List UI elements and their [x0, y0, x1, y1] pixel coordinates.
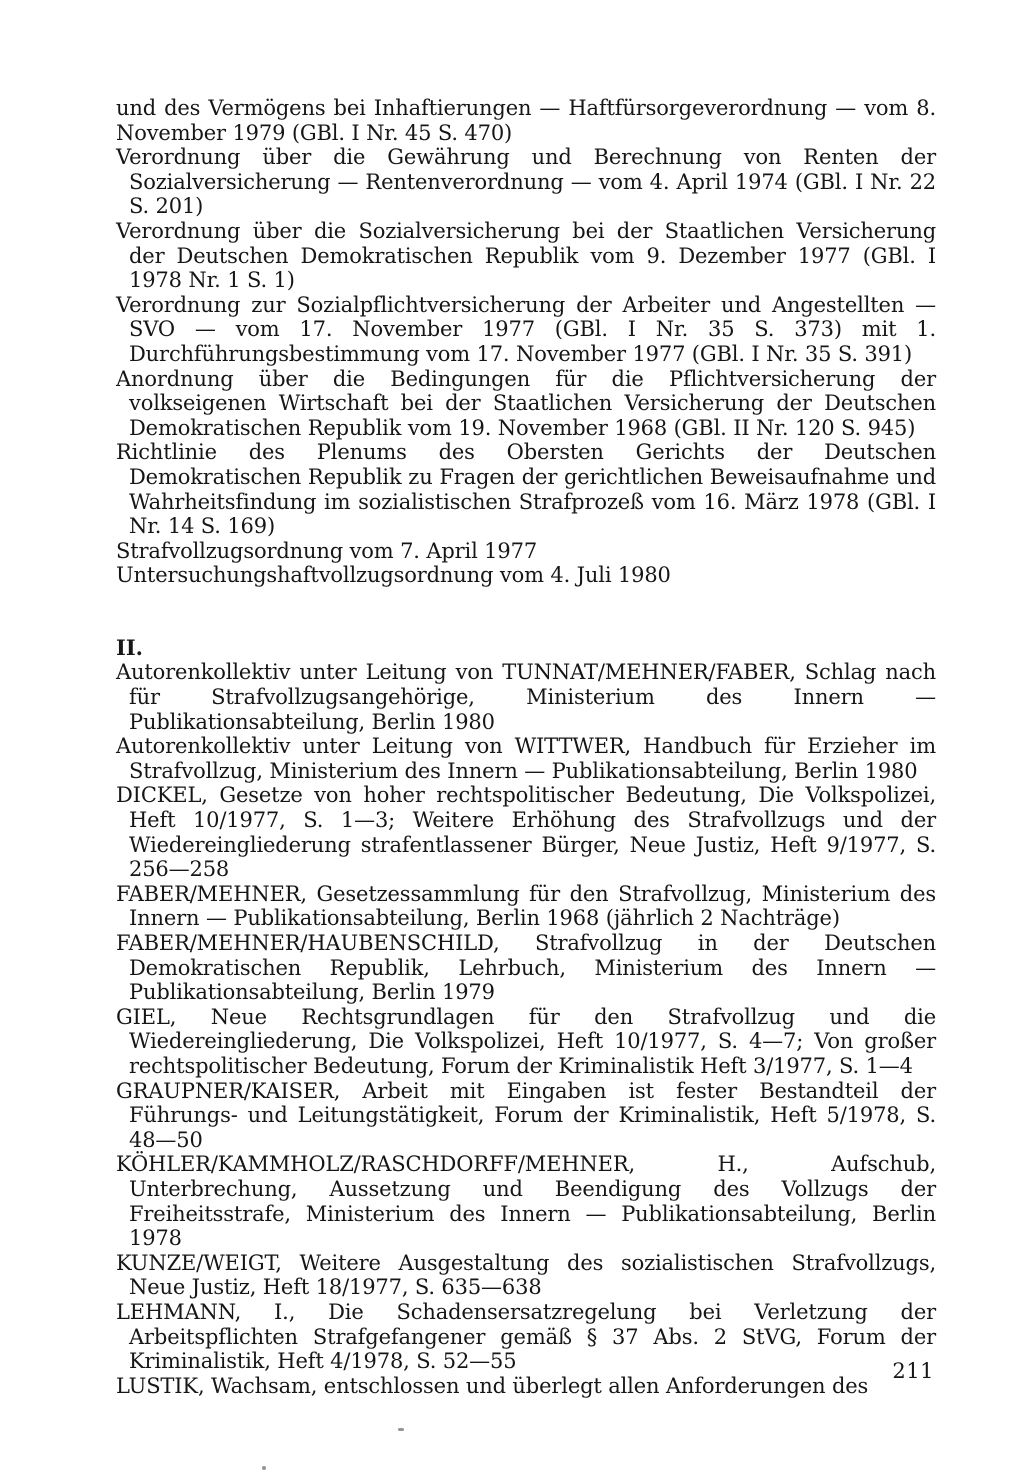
bibliography-entry: FABER/MEHNER/HAUBENSCHILD, Strafvollzug in der Deutschen Demokratischen Republik, Lehrbuch, Ministerium des Innern — Publikationsabteilung, Berlin 1979 [116, 931, 936, 1005]
bibliography-entry: KÖHLER/KAMMHOLZ/RASCHDORFF/MEHNER, H., Aufschub, Unterbrechung, Aussetzung und Beendigung des Vollzugs der Freiheitsstrafe, Ministerium des Innern — Publikationsabteilung, Berlin 1978 [116, 1152, 936, 1251]
bibliography-entry: FABER/MEHNER, Gesetzessammlung für den Strafvollzug, Ministerium des Innern — Publikationsabteilung, Berlin 1968 (jährlich 2 Nachträge) [116, 881, 936, 931]
bibliography-entry: LEHMANN, I., Die Schadensersatzregelung bei Verletzung der Arbeitspflichten Strafgefangener gemäß § 37 Abs. 2 StVG, Forum der Kriminalistik, Heft 4/1978, S. 52—55 [116, 1299, 936, 1374]
reference-entry: Richtlinie des Plenums des Obersten Gerichts der Deutschen Demokratischen Republik zu Fragen der gerichtlichen Beweisaufnahme und Wahrheitsfindung im sozialistischen Strafprozeß vom 16. März 1978 (GBl. I Nr. 14 S. 169) [116, 440, 936, 539]
section-spacer [116, 588, 936, 636]
bibliography-entry: Autorenkollektiv unter Leitung von WITTWER, Handbuch für Erzieher im Strafvollzug, Ministerium des Innern — Publikationsabteilung, Berlin 1980 [116, 734, 936, 783]
section-one [116, 96, 936, 588]
bibliography-entry: DICKEL, Gesetze von hoher rechtspolitischer Bedeutung, Die Volkspolizei, Heft 10/1977, S. 1—3; Weitere Erhöhung des Strafvollzugs und der Wiedereingliederung strafentlassener Bürger, Neue Justiz, Heft 9/1977, S. 256—258 [116, 783, 936, 882]
reference-entry: Verordnung über die Sozialversicherung bei der Staatlichen Versicherung der Deutschen Demokratischen Republik vom 9. Dezember 1977 (GBl. I 1978 Nr. 1 S. 1) [116, 218, 936, 293]
bibliography-entry: KUNZE/WEIGT, Weitere Ausgestaltung des sozialistischen Strafvollzugs, Neue Justiz, Heft 18/1977, S. 635—638 [116, 1250, 936, 1300]
bibliography-entry: LUSTIK, Wachsam, entschlossen und überlegt allen Anforderungen des [116, 1373, 869, 1398]
scan-mark [262, 1466, 266, 1470]
scan-mark [398, 1428, 404, 1431]
page-body [116, 96, 936, 1398]
reference-entry: Verordnung über die Gewährung und Berechnung von Renten der Sozialversicherung — Rentenverordnung — vom 4. April 1974 (GBl. I Nr. 22 S. 201) [116, 145, 936, 219]
reference-entry: Strafvollzugsordnung vom 7. April 1977 [116, 538, 538, 563]
reference-entry: Verordnung zur Sozialpflichtversicherung der Arbeiter und Angestellten — SVO — vom 17. November 1977 (GBl. I Nr. 35 S. 373) mit 1. Durchführungsbestimmung vom 17. November 1977 (GBl. I Nr. 35 S. 391) [116, 292, 936, 366]
bibliography-entry: Autorenkollektiv unter Leitung von TUNNAT/MEHNER/FABER, Schlag nach für Strafvollzugsangehörige, Ministerium des Innern — Publikationsabteilung, Berlin 1980 [116, 660, 936, 734]
bibliography-entry: GRAUPNER/KAISER, Arbeit mit Eingaben ist fester Bestandteil der Führungs- und Leitungstätigkeit, Forum der Kriminalistik, Heft 5/1978, S. 48—50 [116, 1078, 936, 1152]
page-number: 211 [892, 1359, 934, 1383]
reference-entry: Anordnung über die Bedingungen für die Pflichtversicherung der volkseigenen Wirtschaft bei der Staatlichen Versicherung der Deutschen Demokratischen Republik vom 19. November 1968 (GBl. II Nr. 120 S. 945) [116, 366, 936, 440]
reference-entry: Untersuchungshaftvollzugsordnung vom 4. Juli 1980 [116, 563, 671, 588]
reference-entry: und des Vermögens bei Inhaftierungen — Haftfürsorgeverordnung — vom 8. November 1979 (GBl. I Nr. 45 S. 470) [116, 96, 936, 145]
section-heading: II. [116, 634, 143, 660]
section-two [116, 636, 936, 1398]
bibliography-entry: GIEL, Neue Rechtsgrundlagen für den Strafvollzug und die Wiedereingliederung, Die Volkspolizei, Heft 10/1977, S. 4—7; Von großer rechtspolitischer Bedeutung, Forum der Kriminalistik Heft 3/1977, S. 1—4 [116, 1004, 936, 1078]
